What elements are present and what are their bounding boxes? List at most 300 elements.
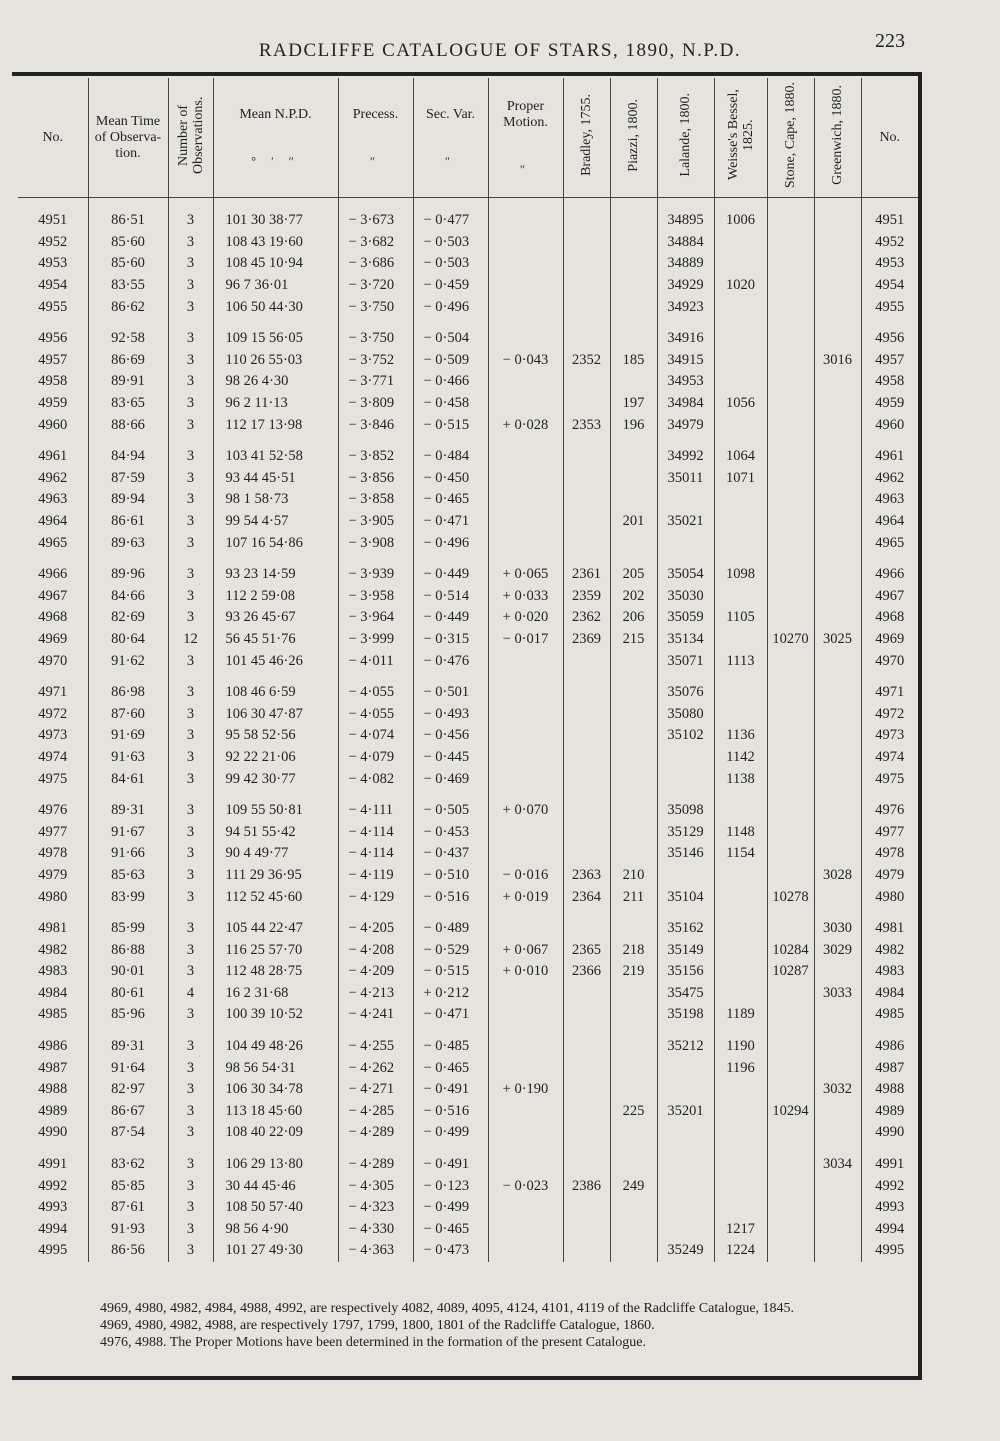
cell-npd: 94 51 55·42 xyxy=(213,821,338,843)
cell-lalande: 34884 xyxy=(657,232,714,254)
col-header-sec-var-unit: ″ xyxy=(445,153,456,168)
cell-precess: − 3·809 xyxy=(338,393,413,415)
cell-greenwich xyxy=(814,747,861,769)
cell-stone: 10294 xyxy=(767,1101,814,1123)
cell-lalande xyxy=(657,1057,714,1079)
cell-proper-motion: − 0·043 xyxy=(488,350,563,372)
cell-num-obs: 3 xyxy=(168,865,213,887)
cell-greenwich xyxy=(814,253,861,275)
cell-piazzi xyxy=(610,198,657,232)
cell-mean-time: 85·60 xyxy=(88,232,168,254)
cell-precess: − 3·905 xyxy=(338,511,413,533)
cell-proper-motion xyxy=(488,1026,563,1058)
cell-precess: − 3·752 xyxy=(338,350,413,372)
cell-stone xyxy=(767,1240,814,1262)
cell-npd: 92 22 21·06 xyxy=(213,747,338,769)
cell-mean-time: 89·96 xyxy=(88,554,168,586)
cell-sec-var: − 0·503 xyxy=(413,253,488,275)
cell-npd: 103 41 52·58 xyxy=(213,436,338,468)
table-row xyxy=(18,1057,918,1079)
cell-proper-motion xyxy=(488,296,563,318)
cell-npd: 56 45 51·76 xyxy=(213,629,338,651)
cell-npd: 116 25 57·70 xyxy=(213,939,338,961)
cell-precess: − 4·205 xyxy=(338,908,413,940)
cell-proper-motion xyxy=(488,1101,563,1123)
cell-no: 4951 xyxy=(18,198,88,232)
cell-proper-motion xyxy=(488,821,563,843)
cell-mean-time: 91·62 xyxy=(88,650,168,672)
cell-stone xyxy=(767,703,814,725)
cell-lalande: 35162 xyxy=(657,908,714,940)
cell-lalande: 35475 xyxy=(657,983,714,1005)
cell-piazzi xyxy=(610,275,657,297)
cell-weisse xyxy=(714,672,767,704)
cell-piazzi xyxy=(610,1219,657,1241)
cell-no: 4988 xyxy=(18,1079,88,1101)
table-row xyxy=(18,232,918,254)
cell-no-right: 4958 xyxy=(875,373,905,390)
cell-greenwich xyxy=(814,414,861,436)
cell-lalande: 35129 xyxy=(657,821,714,843)
cell-piazzi xyxy=(610,1004,657,1026)
cell-weisse: 1190 xyxy=(714,1026,767,1058)
cell-no: 4966 xyxy=(18,554,88,586)
table-row xyxy=(18,768,918,790)
cell-sec-var: − 0·315 xyxy=(413,629,488,651)
cell-no-right: 4973 xyxy=(875,727,905,744)
cell-piazzi: 249 xyxy=(610,1175,657,1197)
cell-proper-motion xyxy=(488,747,563,769)
cell-lalande: 35134 xyxy=(657,629,714,651)
cell-proper-motion xyxy=(488,253,563,275)
cell-precess: − 3·852 xyxy=(338,436,413,468)
cell-piazzi xyxy=(610,1144,657,1176)
cell-bradley xyxy=(563,318,610,350)
cell-lalande: 35156 xyxy=(657,961,714,983)
cell-weisse: 1142 xyxy=(714,747,767,769)
cell-npd: 108 43 19·60 xyxy=(213,232,338,254)
cell-greenwich: 3028 xyxy=(814,865,861,887)
cell-sec-var: − 0·449 xyxy=(413,554,488,586)
cell-lalande xyxy=(657,1144,714,1176)
cell-mean-time: 89·94 xyxy=(88,489,168,511)
cell-stone xyxy=(767,1057,814,1079)
cell-bradley xyxy=(563,908,610,940)
cell-piazzi xyxy=(610,790,657,822)
col-header-precess xyxy=(338,78,413,198)
col-header-lalande xyxy=(657,78,714,198)
cell-lalande: 35146 xyxy=(657,843,714,865)
cell-precess: − 3·846 xyxy=(338,414,413,436)
cell-bradley xyxy=(563,296,610,318)
cell-greenwich xyxy=(814,703,861,725)
cell-stone xyxy=(767,1079,814,1101)
cell-stone xyxy=(767,1026,814,1058)
cell-mean-time: 91·69 xyxy=(88,725,168,747)
col-header-precess-unit: ″ xyxy=(370,153,381,168)
cell-npd: 106 30 34·78 xyxy=(213,1079,338,1101)
cell-piazzi xyxy=(610,532,657,554)
cell-piazzi: 211 xyxy=(610,886,657,908)
cell-no: 4963 xyxy=(18,489,88,511)
table-row xyxy=(18,703,918,725)
cell-bradley xyxy=(563,747,610,769)
cell-no: 4971 xyxy=(18,672,88,704)
col-header-npd xyxy=(213,78,338,198)
cell-weisse xyxy=(714,253,767,275)
cell-bradley: 2366 xyxy=(563,961,610,983)
cell-piazzi: 201 xyxy=(610,511,657,533)
cell-mean-time: 92·58 xyxy=(88,318,168,350)
cell-no-right: 4966 xyxy=(875,566,905,583)
cell-num-obs: 3 xyxy=(168,1079,213,1101)
col-header-no: No. xyxy=(18,78,88,198)
cell-mean-time: 86·61 xyxy=(88,511,168,533)
cell-proper-motion xyxy=(488,232,563,254)
cell-greenwich xyxy=(814,725,861,747)
cell-num-obs: 3 xyxy=(168,414,213,436)
cell-no-right: 4968 xyxy=(875,609,905,626)
cell-stone xyxy=(767,1144,814,1176)
cell-piazzi xyxy=(610,703,657,725)
footnote: 4969, 4980, 4982, 4984, 4988, 4992, are respectively 4082, 4089, 4095, 4124, 4101, 4119 of the Radcliffe Catalogue, 1845. xyxy=(100,1301,795,1316)
cell-no-right: 4975 xyxy=(875,770,905,787)
col-header-precess-label: Precess. xyxy=(352,106,399,122)
col-header-bradley-label: Bradley, 1755. xyxy=(579,94,594,176)
cell-greenwich: 3016 xyxy=(814,350,861,372)
cell-no-right: 4952 xyxy=(875,233,905,250)
cell-weisse: 1098 xyxy=(714,554,767,586)
cell-no-right: 4994 xyxy=(875,1220,905,1237)
col-header-proper-motion xyxy=(488,78,563,198)
cell-piazzi xyxy=(610,843,657,865)
cell-sec-var: − 0·515 xyxy=(413,961,488,983)
cell-num-obs: 3 xyxy=(168,1122,213,1144)
cell-no: 4994 xyxy=(18,1219,88,1241)
cell-piazzi xyxy=(610,768,657,790)
cell-mean-time: 88·66 xyxy=(88,414,168,436)
cell-sec-var: − 0·496 xyxy=(413,296,488,318)
cell-num-obs: 3 xyxy=(168,393,213,415)
cell-lalande: 35212 xyxy=(657,1026,714,1058)
cell-num-obs: 3 xyxy=(168,1175,213,1197)
cell-proper-motion: + 0·020 xyxy=(488,607,563,629)
cell-no: 4977 xyxy=(18,821,88,843)
cell-weisse: 1138 xyxy=(714,768,767,790)
cell-stone xyxy=(767,554,814,586)
cell-no: 4990 xyxy=(18,1122,88,1144)
cell-piazzi xyxy=(610,1240,657,1262)
cell-no-right: 4977 xyxy=(875,823,905,840)
col-header-weisse xyxy=(714,78,767,198)
cell-stone: 10284 xyxy=(767,939,814,961)
cell-stone xyxy=(767,468,814,490)
cell-stone xyxy=(767,532,814,554)
table-row xyxy=(18,747,918,769)
cell-lalande xyxy=(657,747,714,769)
cell-proper-motion xyxy=(488,198,563,232)
cell-lalande: 35102 xyxy=(657,725,714,747)
cell-no: 4962 xyxy=(18,468,88,490)
cell-stone xyxy=(767,489,814,511)
cell-piazzi xyxy=(610,650,657,672)
cell-bradley: 2386 xyxy=(563,1175,610,1197)
cell-proper-motion: + 0·019 xyxy=(488,886,563,908)
cell-num-obs: 3 xyxy=(168,703,213,725)
cell-precess: − 3·858 xyxy=(338,489,413,511)
cell-lalande xyxy=(657,1175,714,1197)
cell-bradley xyxy=(563,489,610,511)
cell-no: 4982 xyxy=(18,939,88,961)
cell-greenwich xyxy=(814,232,861,254)
cell-greenwich: 3030 xyxy=(814,908,861,940)
table-row xyxy=(18,414,918,436)
cell-lalande xyxy=(657,768,714,790)
cell-bradley xyxy=(563,1197,610,1219)
cell-sec-var: − 0·505 xyxy=(413,790,488,822)
cell-bradley xyxy=(563,1057,610,1079)
cell-weisse: 1006 xyxy=(714,198,767,232)
cell-bradley xyxy=(563,725,610,747)
cell-stone: 10278 xyxy=(767,886,814,908)
cell-num-obs: 3 xyxy=(168,1197,213,1219)
cell-num-obs: 3 xyxy=(168,1004,213,1026)
cell-npd: 109 15 56·05 xyxy=(213,318,338,350)
cell-greenwich xyxy=(814,1122,861,1144)
cell-weisse: 1189 xyxy=(714,1004,767,1026)
table-row xyxy=(18,1240,918,1262)
cell-num-obs: 3 xyxy=(168,350,213,372)
cell-mean-time: 85·99 xyxy=(88,908,168,940)
cell-stone xyxy=(767,821,814,843)
cell-mean-time: 87·54 xyxy=(88,1122,168,1144)
cell-num-obs: 3 xyxy=(168,725,213,747)
cell-lalande: 34992 xyxy=(657,436,714,468)
cell-lalande xyxy=(657,1079,714,1101)
cell-npd: 112 52 45·60 xyxy=(213,886,338,908)
cell-bradley xyxy=(563,703,610,725)
cell-proper-motion: − 0·023 xyxy=(488,1175,563,1197)
cell-greenwich xyxy=(814,650,861,672)
cell-proper-motion xyxy=(488,275,563,297)
cell-precess: − 4·055 xyxy=(338,672,413,704)
cell-mean-time: 85·60 xyxy=(88,253,168,275)
cell-bradley xyxy=(563,1122,610,1144)
cell-bradley: 2365 xyxy=(563,939,610,961)
cell-lalande: 35104 xyxy=(657,886,714,908)
cell-mean-time: 87·60 xyxy=(88,703,168,725)
cell-no-right: 4991 xyxy=(875,1156,905,1173)
cell-proper-motion: + 0·070 xyxy=(488,790,563,822)
cell-no-right: 4992 xyxy=(875,1177,905,1194)
cell-num-obs: 3 xyxy=(168,1144,213,1176)
cell-bradley: 2369 xyxy=(563,629,610,651)
cell-greenwich xyxy=(814,393,861,415)
table-row xyxy=(18,489,918,511)
cell-mean-time: 91·93 xyxy=(88,1219,168,1241)
cell-num-obs: 3 xyxy=(168,843,213,865)
cell-greenwich xyxy=(814,371,861,393)
cell-no: 4991 xyxy=(18,1144,88,1176)
cell-lalande: 35201 xyxy=(657,1101,714,1123)
cell-weisse xyxy=(714,532,767,554)
cell-stone xyxy=(767,436,814,468)
cell-no-right: 4967 xyxy=(875,587,905,604)
cell-stone xyxy=(767,232,814,254)
cell-sec-var: − 0·499 xyxy=(413,1122,488,1144)
cell-proper-motion xyxy=(488,1057,563,1079)
cell-piazzi: 185 xyxy=(610,350,657,372)
table-row xyxy=(18,586,918,608)
cell-bradley xyxy=(563,1079,610,1101)
cell-sec-var: − 0·456 xyxy=(413,725,488,747)
cell-no: 4985 xyxy=(18,1004,88,1026)
cell-bradley xyxy=(563,790,610,822)
col-header-proper-motion-label: Proper Motion. xyxy=(503,98,548,130)
cell-piazzi xyxy=(610,747,657,769)
cell-no-right: 4978 xyxy=(875,845,905,862)
cell-no: 4986 xyxy=(18,1026,88,1058)
cell-lalande: 35054 xyxy=(657,554,714,586)
cell-stone xyxy=(767,865,814,887)
cell-no-right: 4970 xyxy=(875,652,905,669)
cell-greenwich xyxy=(814,318,861,350)
col-header-lalande-label: Lalande, 1800. xyxy=(678,93,693,177)
cell-lalande: 35059 xyxy=(657,607,714,629)
cell-num-obs: 3 xyxy=(168,554,213,586)
cell-npd: 101 30 38·77 xyxy=(213,198,338,232)
cell-greenwich xyxy=(814,468,861,490)
cell-stone xyxy=(767,350,814,372)
cell-npd: 101 45 46·26 xyxy=(213,650,338,672)
cell-mean-time: 87·61 xyxy=(88,1197,168,1219)
cell-mean-time: 91·63 xyxy=(88,747,168,769)
table-row xyxy=(18,371,918,393)
cell-proper-motion xyxy=(488,1144,563,1176)
cell-weisse xyxy=(714,1079,767,1101)
header-row xyxy=(18,78,918,198)
cell-sec-var: − 0·485 xyxy=(413,1026,488,1058)
table-row xyxy=(18,725,918,747)
cell-mean-time: 82·69 xyxy=(88,607,168,629)
cell-sec-var: − 0·459 xyxy=(413,275,488,297)
table-row xyxy=(18,296,918,318)
col-header-npd-label: Mean N.P.D. xyxy=(239,106,312,122)
cell-no: 4954 xyxy=(18,275,88,297)
cell-no-right: 4986 xyxy=(875,1038,905,1055)
cell-bradley xyxy=(563,393,610,415)
cell-stone xyxy=(767,650,814,672)
cell-lalande xyxy=(657,1122,714,1144)
cell-mean-time: 85·85 xyxy=(88,1175,168,1197)
cell-sec-var: − 0·437 xyxy=(413,843,488,865)
cell-num-obs: 3 xyxy=(168,253,213,275)
cell-sec-var: − 0·458 xyxy=(413,393,488,415)
cell-precess: − 3·999 xyxy=(338,629,413,651)
cell-mean-time: 84·94 xyxy=(88,436,168,468)
cell-proper-motion xyxy=(488,371,563,393)
cell-sec-var: − 0·123 xyxy=(413,1175,488,1197)
cell-greenwich xyxy=(814,198,861,232)
cell-lalande: 34916 xyxy=(657,318,714,350)
cell-bradley xyxy=(563,672,610,704)
cell-no-right: 4965 xyxy=(875,534,905,551)
cell-precess: − 4·079 xyxy=(338,747,413,769)
cell-weisse xyxy=(714,414,767,436)
cell-sec-var: − 0·449 xyxy=(413,607,488,629)
cell-bradley xyxy=(563,198,610,232)
cell-num-obs: 3 xyxy=(168,371,213,393)
cell-lalande: 34923 xyxy=(657,296,714,318)
cell-sec-var: − 0·491 xyxy=(413,1079,488,1101)
cell-no-right: 4984 xyxy=(875,984,905,1001)
cell-no-right: 4981 xyxy=(875,920,905,937)
cell-precess: − 3·856 xyxy=(338,468,413,490)
cell-piazzi: 215 xyxy=(610,629,657,651)
cell-mean-time: 86·62 xyxy=(88,296,168,318)
cell-no-right: 4956 xyxy=(875,330,905,347)
cell-precess: − 4·262 xyxy=(338,1057,413,1079)
cell-sec-var: − 0·499 xyxy=(413,1197,488,1219)
cell-lalande xyxy=(657,489,714,511)
cell-stone xyxy=(767,983,814,1005)
table-row xyxy=(18,1101,918,1123)
cell-no-right: 4962 xyxy=(875,469,905,486)
cell-weisse: 1217 xyxy=(714,1219,767,1241)
cell-precess: − 3·771 xyxy=(338,371,413,393)
cell-proper-motion xyxy=(488,983,563,1005)
cell-piazzi xyxy=(610,318,657,350)
cell-mean-time: 85·63 xyxy=(88,865,168,887)
cell-mean-time: 87·59 xyxy=(88,468,168,490)
cell-piazzi xyxy=(610,1057,657,1079)
cell-sec-var: − 0·466 xyxy=(413,371,488,393)
cell-mean-time: 83·55 xyxy=(88,275,168,297)
cell-bradley: 2363 xyxy=(563,865,610,887)
cell-no: 4978 xyxy=(18,843,88,865)
cell-stone xyxy=(767,725,814,747)
cell-precess: − 4·213 xyxy=(338,983,413,1005)
cell-piazzi: 210 xyxy=(610,865,657,887)
table-row xyxy=(18,1219,918,1241)
cell-precess: − 4·255 xyxy=(338,1026,413,1058)
cell-no-right: 4972 xyxy=(875,705,905,722)
cell-stone: 10270 xyxy=(767,629,814,651)
cell-lalande: 35098 xyxy=(657,790,714,822)
cell-greenwich xyxy=(814,1026,861,1058)
cell-npd: 111 29 36·95 xyxy=(213,865,338,887)
cell-num-obs: 3 xyxy=(168,1057,213,1079)
cell-sec-var: − 0·501 xyxy=(413,672,488,704)
cell-lalande xyxy=(657,1219,714,1241)
cell-precess: − 3·686 xyxy=(338,253,413,275)
cell-proper-motion: + 0·065 xyxy=(488,554,563,586)
cell-piazzi xyxy=(610,253,657,275)
cell-sec-var: − 0·491 xyxy=(413,1144,488,1176)
cell-no: 4992 xyxy=(18,1175,88,1197)
cell-precess: − 4·111 xyxy=(338,790,413,822)
cell-sec-var: − 0·450 xyxy=(413,468,488,490)
cell-lalande xyxy=(657,1197,714,1219)
cell-proper-motion xyxy=(488,1219,563,1241)
cell-npd: 110 26 55·03 xyxy=(213,350,338,372)
cell-stone xyxy=(767,607,814,629)
cell-precess: − 4·305 xyxy=(338,1175,413,1197)
cell-greenwich xyxy=(814,489,861,511)
cell-proper-motion xyxy=(488,436,563,468)
cell-mean-time: 86·69 xyxy=(88,350,168,372)
cell-stone xyxy=(767,843,814,865)
